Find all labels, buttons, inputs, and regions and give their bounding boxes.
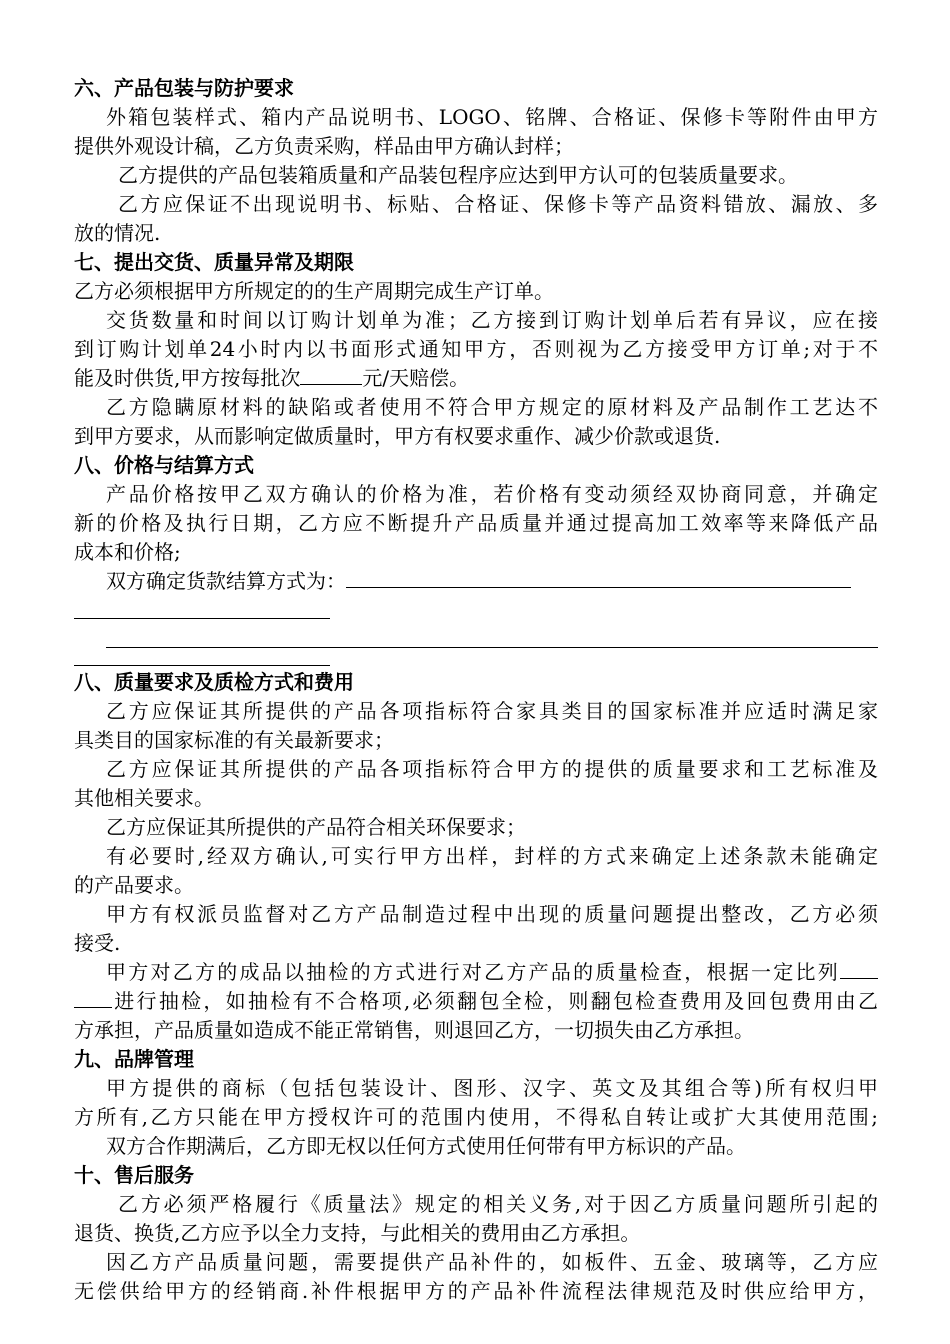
section-8-price-heading: 八、价格与结算方式 xyxy=(74,453,254,477)
section-7-heading: 七、提出交货、质量异常及期限 xyxy=(74,250,354,274)
paragraph-line: 甲方有权派员监督对乙方产品制造过程中出现的质量问题提出整改，乙方必须 xyxy=(106,902,878,926)
paragraph-line: 乙方隐瞒原材料的缺陷或者使用不符合甲方规定的原材料及产品制作工艺达不 xyxy=(106,395,878,419)
blank-rule[interactable] xyxy=(74,596,878,625)
paragraph-line: 乙方应保证其所提供的产品符合相关环保要求； xyxy=(106,815,526,839)
paragraph-line: 乙方应保证其所提供的产品各项指标符合甲方的提供的质量要求和工艺标准及 xyxy=(106,757,878,781)
paragraph-text: 双方确定货款结算方式为： xyxy=(106,569,346,593)
paragraph-line: 退货、换货,乙方应予以全力支持，与此相关的费用由乙方承担。 xyxy=(74,1221,641,1245)
paragraph-text: 能及时供货,甲方按每批次 xyxy=(74,366,301,390)
paragraph-line: 乙方必须根据甲方所规定的的生产周期完成生产订单。 xyxy=(74,279,554,303)
section-10-heading: 十、售后服务 xyxy=(74,1163,194,1187)
paragraph-line: 其他相关要求。 xyxy=(74,786,214,810)
paragraph-line: 具类目的国家标准的有关最新要求； xyxy=(74,728,394,752)
paragraph-line: 放的情况. xyxy=(74,221,161,245)
contract-page xyxy=(74,74,878,1306)
paragraph-text: 进行抽检，如抽检有不合格项,必须翻包全检，则翻包检查费用及回包费用由乙 xyxy=(112,989,878,1013)
paragraph-text: 甲方对乙方的成品以抽检的方式进行对乙方产品的质量检查，根据一定比列 xyxy=(106,960,840,984)
paragraph-line xyxy=(74,958,878,987)
paragraph-line: 提供外观设计稿，乙方负责采购，样品由甲方确认封样； xyxy=(74,134,574,158)
blank-rule[interactable] xyxy=(74,625,878,654)
paragraph-line: 有必要时,经双方确认,可实行甲方出样，封样的方式来确定上述条款未能确定 xyxy=(106,844,878,868)
paragraph-line: 的产品要求。 xyxy=(74,873,194,897)
payment-method-blank[interactable] xyxy=(346,567,851,588)
fill-in-blank[interactable] xyxy=(74,989,112,1008)
paragraph-line: 乙方必须严格履行《质量法》规定的相关义务,对于因乙方质量问题所引起的 xyxy=(118,1192,878,1216)
paragraph-line: 新的价格及执行日期，乙方应不断提升产品质量并通过提高加工效率等来降低产品 xyxy=(74,511,878,535)
paragraph-line: 方承担，产品质量如造成不能正常销售，则退回乙方，一切损失由乙方承担。 xyxy=(74,1018,754,1042)
paragraph-line xyxy=(74,364,878,393)
paragraph-line: 甲方提供的商标（包括包装设计、图形、汉字、英文及其组合等)所有权归甲 xyxy=(106,1076,878,1100)
paragraph-line: 到订购计划单24小时内以书面形式通知甲方，否则视为乙方接受甲方订单;对于不 xyxy=(74,337,878,361)
paragraph-line: 乙方应保证不出现说明书、标贴、合格证、保修卡等产品资料错放、漏放、多 xyxy=(118,192,878,216)
paragraph-line: 到甲方要求，从而影响定做质量时，甲方有权要求重作、减少价款或退货. xyxy=(74,424,721,448)
fill-in-blank[interactable] xyxy=(840,960,878,979)
section-6-heading: 六、产品包装与防护要求 xyxy=(74,76,294,100)
section-9-heading: 九、品牌管理 xyxy=(74,1047,194,1071)
paragraph-line: 交货数量和时间以订购计划单为准；乙方接到订购计划单后若有异议，应在接 xyxy=(106,308,878,332)
paragraph-line: 乙方提供的产品包装箱质量和产品装包程序应达到甲方认可的包装质量要求。 xyxy=(118,163,798,187)
paragraph-line: 双方合作期满后，乙方即无权以任何方式使用任何带有甲方标识的产品。 xyxy=(106,1134,746,1158)
paragraph-line: 乙方应保证其所提供的产品各项指标符合家具类目的国家标准并应适时满足家 xyxy=(106,699,878,723)
paragraph-line xyxy=(74,987,878,1016)
paragraph-line: 方所有,乙方只能在甲方授权许可的范围内使用，不得私自转让或扩大其使用范围; xyxy=(74,1105,878,1129)
paragraph-line: 产品价格按甲乙双方确认的价格为准，若价格有变动须经双协商同意，并确定 xyxy=(106,482,878,506)
paragraph-line: 因乙方产品质量问题，需要提供产品补件的，如板件、五金、玻璃等，乙方应 xyxy=(106,1250,878,1274)
section-8-quality-heading: 八、质量要求及质检方式和费用 xyxy=(74,670,354,694)
paragraph-line: 接受. xyxy=(74,931,121,955)
paragraph-line: 外箱包装样式、箱内产品说明书、LOGO、铭牌、合格证、保修卡等附件由甲方 xyxy=(106,105,878,129)
paragraph-text: 元/天赔偿。 xyxy=(362,366,470,390)
fill-in-blank[interactable] xyxy=(300,366,362,385)
blank-rule[interactable] xyxy=(74,654,878,668)
payment-method-line xyxy=(74,567,878,596)
paragraph-line: 无偿供给甲方的经销商.补件根据甲方的产品补件流程法律规范及时供应给甲方， xyxy=(74,1279,878,1303)
paragraph-line: 成本和价格; xyxy=(74,540,181,564)
